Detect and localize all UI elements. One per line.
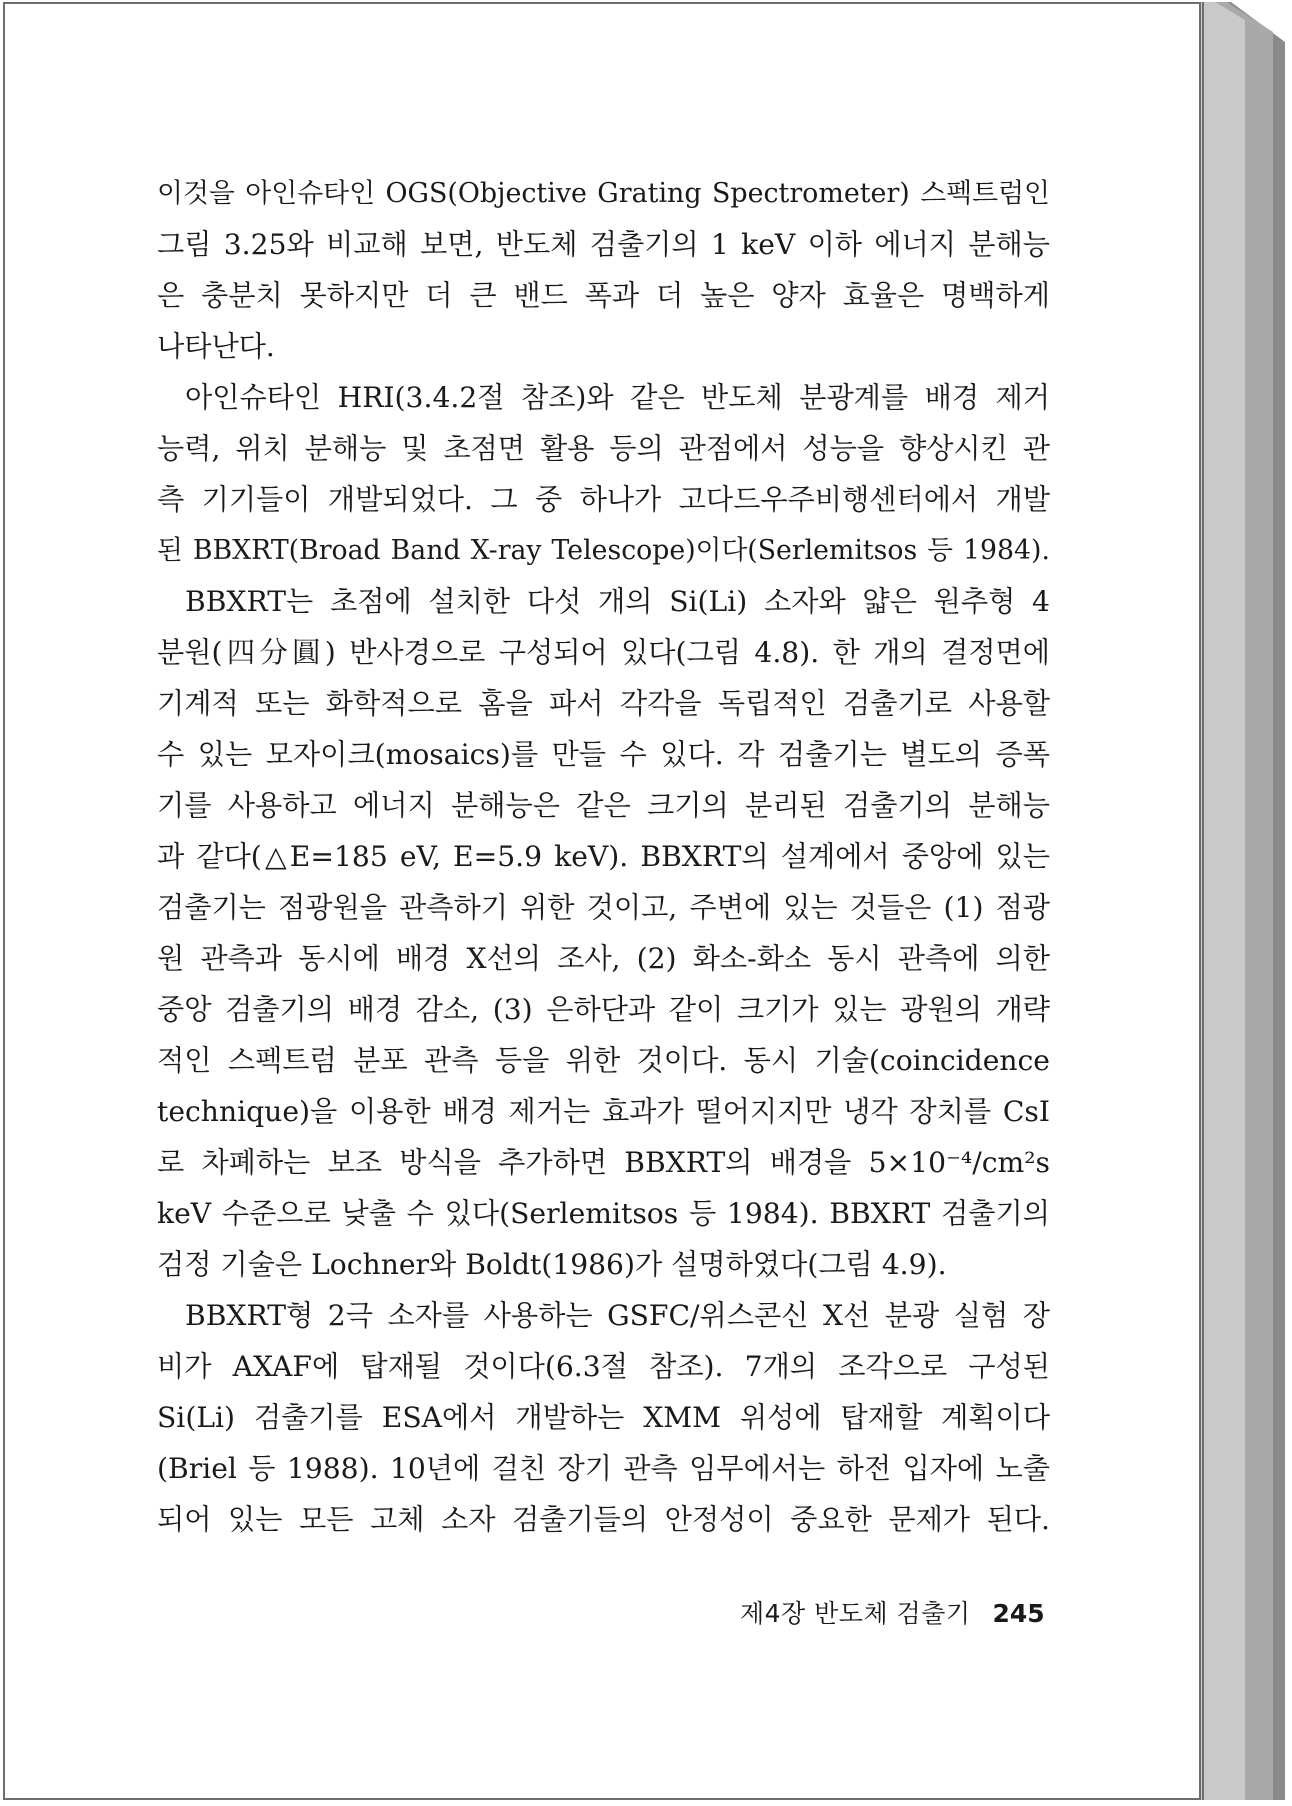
text-line: 원 관측과 동시에 배경 X선의 조사, (2) 화소-화소 동시 관측에 의한 bbox=[157, 942, 1050, 975]
text-line: 그림 3.25와 비교해 보면, 반도체 검출기의 1 keV 이하 에너지 분해능 bbox=[157, 228, 1050, 261]
text-line: 수 있는 모자이크(mosaics)를 만들 수 있다. 각 검출기는 별도의 증폭 bbox=[157, 738, 1050, 771]
text-line: BBXRT는 초점에 설치한 다섯 개의 Si(Li) 소자와 얇은 원추형 4 bbox=[185, 585, 1050, 618]
paragraph bbox=[157, 576, 1050, 1290]
text-line: BBXRT형 2극 소자를 사용하는 GSFC/위스콘신 X선 분광 실험 장 bbox=[185, 1299, 1050, 1332]
text-line: 된 BBXRT(Broad Band X-ray Telescope)이다(Serlemitsos 등 1984). bbox=[157, 535, 1050, 566]
text-line: Si(Li) 검출기를 ESA에서 개발하는 XMM 위성에 탑재할 계획이다 bbox=[157, 1401, 1050, 1434]
text-line: 나타난다. bbox=[157, 330, 275, 363]
paragraph bbox=[157, 1290, 1050, 1545]
text-line: 측 기기들이 개발되었다. 그 중 하나가 고다드우주비행센터에서 개발 bbox=[157, 483, 1050, 516]
text-line: 아인슈타인 HRI(3.4.2절 참조)와 같은 반도체 분광계를 배경 제거 bbox=[185, 381, 1050, 414]
text-line: 기를 사용하고 에너지 분해능은 같은 크기의 분리된 검출기의 분해능 bbox=[157, 789, 1050, 822]
book-edge-shadow bbox=[1201, 2, 1289, 1800]
running-footer bbox=[740, 1594, 1045, 1634]
text-line: technique)을 이용한 배경 제거는 효과가 떨어지지만 냉각 장치를 CsI bbox=[157, 1095, 1050, 1128]
text-line: 검정 기술은 Lochner와 Boldt(1986)가 설명하였다(그림 4.9). bbox=[157, 1248, 947, 1281]
text-line: 적인 스펙트럼 분포 관측 등을 위한 것이다. 동시 기술(coincidence bbox=[157, 1044, 1050, 1077]
page-number: 245 bbox=[992, 1599, 1045, 1628]
text-line: 능력, 위치 분해능 및 초점면 활용 등의 관점에서 성능을 향상시킨 관 bbox=[157, 432, 1050, 465]
text-line: 분원(四分圓) 반사경으로 구성되어 있다(그림 4.8). 한 개의 결정면에 bbox=[157, 636, 1050, 669]
text-line: 되어 있는 모든 고체 소자 검출기들의 안정성이 중요한 문제가 된다. bbox=[157, 1503, 1050, 1536]
text-line: keV 수준으로 낮출 수 있다(Serlemitsos 등 1984). BBXRT 검출기의 bbox=[157, 1197, 1050, 1230]
body-text bbox=[157, 168, 1050, 1545]
text-line: 로 차폐하는 보조 방식을 추가하면 BBXRT의 배경을 5×10⁻⁴/cm²s bbox=[157, 1146, 1050, 1179]
text-line: 이것을 아인슈타인 OGS(Objective Grating Spectrometer) 스펙트럼인 bbox=[157, 178, 1050, 209]
text-line: 비가 AXAF에 탑재될 것이다(6.3절 참조). 7개의 조각으로 구성된 bbox=[157, 1350, 1050, 1383]
text-line: 중앙 검출기의 배경 감소, (3) 은하단과 같이 크기가 있는 광원의 개략 bbox=[157, 993, 1050, 1026]
paragraph bbox=[157, 168, 1050, 372]
chapter-title: 제4장 반도체 검출기 bbox=[740, 1599, 971, 1628]
text-line: (Briel 등 1988). 10년에 걸친 장기 관측 임무에서는 하전 입자에 노출 bbox=[157, 1452, 1050, 1485]
text-line: 검출기는 점광원을 관측하기 위한 것이고, 주변에 있는 것들은 (1) 점광 bbox=[157, 891, 1050, 924]
text-line: 은 충분치 못하지만 더 큰 밴드 폭과 더 높은 양자 효율은 명백하게 bbox=[157, 279, 1050, 312]
text-line: 기계적 또는 화학적으로 홈을 파서 각각을 독립적인 검출기로 사용할 bbox=[157, 687, 1050, 720]
text-line: 과 같다(△E=185 eV, E=5.9 keV). BBXRT의 설계에서 중앙에 있는 bbox=[157, 840, 1050, 873]
paragraph bbox=[157, 372, 1050, 576]
